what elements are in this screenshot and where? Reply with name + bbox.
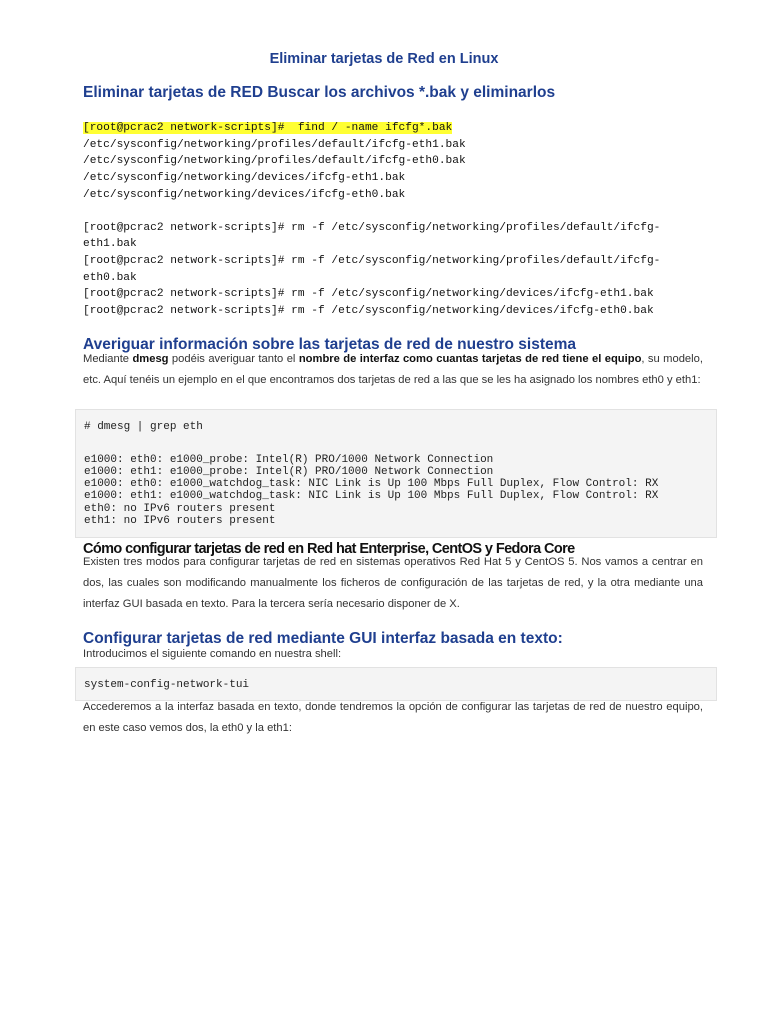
code-command: system-config-network-tui (84, 679, 250, 691)
code-output-line: e1000: eth0: e1000_watchdog_task: NIC Link is Up 100 Mbps Full Duplex, Flow Control: RX (84, 478, 659, 490)
section2-paragraph (83, 349, 703, 391)
section1-heading: Eliminar tarjetas de RED Buscar los archivos *.bak y eliminarlos (83, 84, 556, 101)
code-output-line: eth0: no IPv6 routers present (84, 503, 276, 515)
code-output-line: e1000: eth1: e1000_watchdog_task: NIC Link is Up 100 Mbps Full Duplex, Flow Control: RX (84, 490, 659, 502)
para-text: Mediante (83, 353, 133, 365)
result-line: /etc/sysconfig/networking/devices/ifcfg-eth1.bak (83, 172, 406, 184)
highlighted-command: [root@pcrac2 network-scripts]# find / -name ifcfg*.bak (83, 122, 453, 134)
rm-line: [root@pcrac2 network-scripts]# rm -f /etc/sysconfig/networking/devices/ifcfg-eth0.bak (83, 305, 654, 317)
para-bold: nombre de interfaz como cuantas tarjetas de red tiene el equipo (298, 353, 642, 365)
find-command-line (83, 120, 452, 137)
result-line: /etc/sysconfig/networking/devices/ifcfg-eth0.bak (83, 189, 406, 201)
code-output-line: e1000: eth0: e1000_probe: Intel(R) PRO/1000 Network Connection (84, 454, 494, 466)
rm-line: [root@pcrac2 network-scripts]# rm -f /etc/sysconfig/networking/devices/ifcfg-eth1.bak (83, 288, 654, 300)
rm-line: eth1.bak (83, 238, 137, 250)
section4-heading: Configurar tarjetas de red mediante GUI interfaz basada en texto: (83, 630, 563, 647)
para-text: , su modelo, etc. Aquí tenéis un ejemplo en el que encontramos dos tarjetas de red a las que se les ha asignado los nombres eth0 y eth1: (83, 353, 703, 386)
code-output-line: e1000: eth1: e1000_probe: Intel(R) PRO/1000 Network Connection (84, 466, 494, 478)
result-line: /etc/sysconfig/networking/profiles/default/ifcfg-eth1.bak (83, 139, 466, 151)
section2-heading: Averiguar información sobre las tarjetas de red de nuestro sistema (83, 336, 577, 353)
section4-paragraph: Accederemos a la interfaz basada en texto, donde tendremos la opción de configurar las tarjetas de red de nuestro equipo, en este caso vemos dos, la eth0 y la eth1: (83, 701, 703, 734)
rm-line: eth0.bak (83, 272, 137, 284)
result-line: /etc/sysconfig/networking/profiles/default/ifcfg-eth0.bak (83, 155, 466, 167)
para-text: podéis averiguar tanto el (168, 353, 299, 365)
section3-heading: Cómo configurar tarjetas de red en Red hat Enterprise, CentOS y Fedora Core (83, 541, 575, 557)
para-bold: dmesg (132, 353, 169, 365)
dmesg-code-box (75, 409, 717, 538)
rm-line: [root@pcrac2 network-scripts]# rm -f /etc/sysconfig/networking/profiles/default/ifcfg- (83, 255, 661, 267)
code-output-line: eth1: no IPv6 routers present (84, 515, 276, 527)
code-command: # dmesg | grep eth (84, 421, 203, 433)
tui-code-box (75, 667, 717, 701)
rm-line: [root@pcrac2 network-scripts]# rm -f /etc/sysconfig/networking/profiles/default/ifcfg- (83, 222, 661, 234)
section4-intro: Introducimos el siguiente comando en nuestra shell: (83, 648, 342, 660)
section3-paragraph: Existen tres modos para configurar tarjetas de red en sistemas operativos Red Hat 5 y CentOS 5. Nos vamos a centrar en dos, las cuales son modificando manualmente los ficheros de configuración de las tarjetas de red, y la otra mediante una interfaz GUI basada en texto. Para la tercera sería necesario disponer de X. (83, 556, 703, 610)
page-title: Eliminar tarjetas de Red en Linux (269, 51, 499, 67)
